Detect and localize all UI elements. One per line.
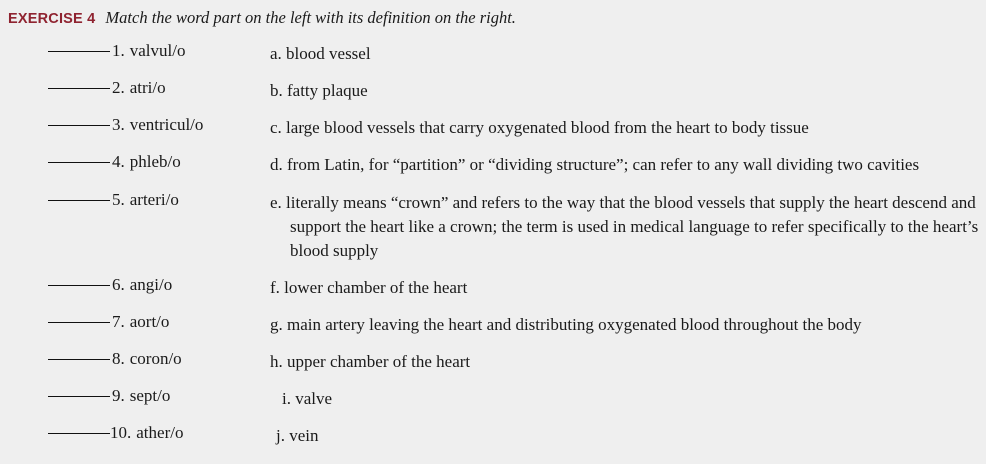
definition-text-h: upper chamber of the heart [287, 352, 471, 372]
term-number-2: 2. [112, 78, 125, 98]
answer-blank-6[interactable] [48, 285, 110, 286]
matching-row [48, 313, 980, 337]
matching-row [48, 42, 980, 66]
matching-right-b [270, 79, 980, 103]
definition-letter-e: e. [270, 192, 282, 212]
exercise-label: EXERCISE 4 [8, 11, 96, 27]
matching-left-4 [48, 153, 270, 170]
matching-row [48, 276, 980, 300]
definition-text-c: large blood vessels that carry oxygenated blood from the heart to body tissue [286, 118, 809, 138]
matching-left-2 [48, 79, 270, 96]
matching-row [48, 79, 980, 103]
term-text-6: angi/o [129, 274, 173, 294]
definition-letter-c: c. [270, 118, 282, 138]
exercise-header [0, 0, 986, 28]
matching-right-f [270, 276, 980, 300]
matching-row [48, 387, 980, 411]
matching-rows [48, 42, 980, 449]
answer-blank-5[interactable] [48, 200, 110, 201]
matching-row [48, 116, 980, 140]
term-number-4: 4. [112, 152, 125, 172]
matching-left-7 [48, 313, 270, 330]
exercise-instruction: Match the word part on the left with its definition on the right. [105, 8, 516, 27]
matching-row [48, 191, 980, 263]
definition-letter-g: g. [270, 315, 283, 334]
term-number-10: 10. [110, 423, 132, 443]
definition-text-b: fatty plaque [287, 81, 368, 101]
matching-right-i [270, 387, 980, 411]
matching-right-c [270, 116, 980, 140]
term-text-3: ventricul/o [129, 115, 204, 135]
definition-text-d: from Latin, for “partition” or “dividing structure”; can refer to any wall dividing two cavities [287, 155, 920, 175]
term-text-8: coron/o [129, 349, 182, 369]
definition-letter-d: d. [270, 155, 283, 175]
definition-letter-i: i. [282, 389, 291, 409]
matching-row [48, 350, 980, 374]
term-text-9: sept/o [129, 386, 171, 406]
matching-right-h [270, 350, 980, 374]
term-number-7: 7. [112, 312, 125, 331]
matching-right-j [270, 424, 980, 448]
term-text-7: aort/o [129, 312, 170, 331]
matching-left-9 [48, 387, 270, 404]
answer-blank-2[interactable] [48, 88, 110, 89]
matching-right-d [270, 153, 980, 177]
answer-blank-3[interactable] [48, 125, 110, 126]
matching-left-6 [48, 276, 270, 293]
term-text-2: atri/o [129, 78, 166, 98]
term-number-5: 5. [112, 189, 125, 209]
term-number-6: 6. [112, 274, 125, 294]
matching-left-8 [48, 350, 270, 367]
matching-row [48, 424, 980, 448]
term-text-1: valvul/o [129, 41, 186, 60]
answer-blank-1[interactable] [48, 51, 110, 52]
matching-left-3 [48, 116, 270, 133]
definition-text-a: blood vessel [286, 44, 371, 63]
definition-letter-f: f. [270, 277, 280, 297]
definition-letter-a: a. [270, 44, 282, 63]
answer-blank-8[interactable] [48, 359, 110, 360]
term-number-1: 1. [112, 41, 125, 60]
term-text-5: arteri/o [129, 189, 179, 209]
matching-right-g [270, 313, 980, 337]
term-number-3: 3. [112, 115, 125, 135]
answer-blank-7[interactable] [48, 322, 110, 323]
matching-row [48, 153, 980, 177]
definition-letter-h: h. [270, 352, 283, 372]
term-number-8: 8. [112, 349, 125, 369]
matching-right-e [270, 191, 980, 263]
definition-text-j: vein [289, 426, 319, 446]
answer-blank-4[interactable] [48, 162, 110, 163]
definition-text-i: valve [295, 389, 333, 409]
matching-left-1 [48, 42, 270, 59]
matching-left-10 [48, 424, 270, 441]
matching-right-a [270, 42, 980, 66]
matching-left-5 [48, 191, 270, 208]
term-text-4: phleb/o [129, 152, 181, 172]
term-text-10: ather/o [136, 423, 184, 443]
answer-blank-10[interactable] [48, 433, 110, 434]
definition-text-g: main artery leaving the heart and distributing oxygenated blood throughout the body [287, 315, 862, 334]
matching-exercise [0, 42, 986, 449]
answer-blank-9[interactable] [48, 396, 110, 397]
term-number-9: 9. [112, 386, 125, 406]
definition-letter-b: b. [270, 81, 283, 101]
definition-text-e: literally means “crown” and refers to the way that the blood vessels that supply the heart descend and support the heart like a crown; the term is used in medical language to refer specifically to the heart’s blood supply [286, 192, 979, 260]
definition-letter-j: j. [276, 426, 285, 446]
definition-text-f: lower chamber of the heart [284, 277, 468, 297]
